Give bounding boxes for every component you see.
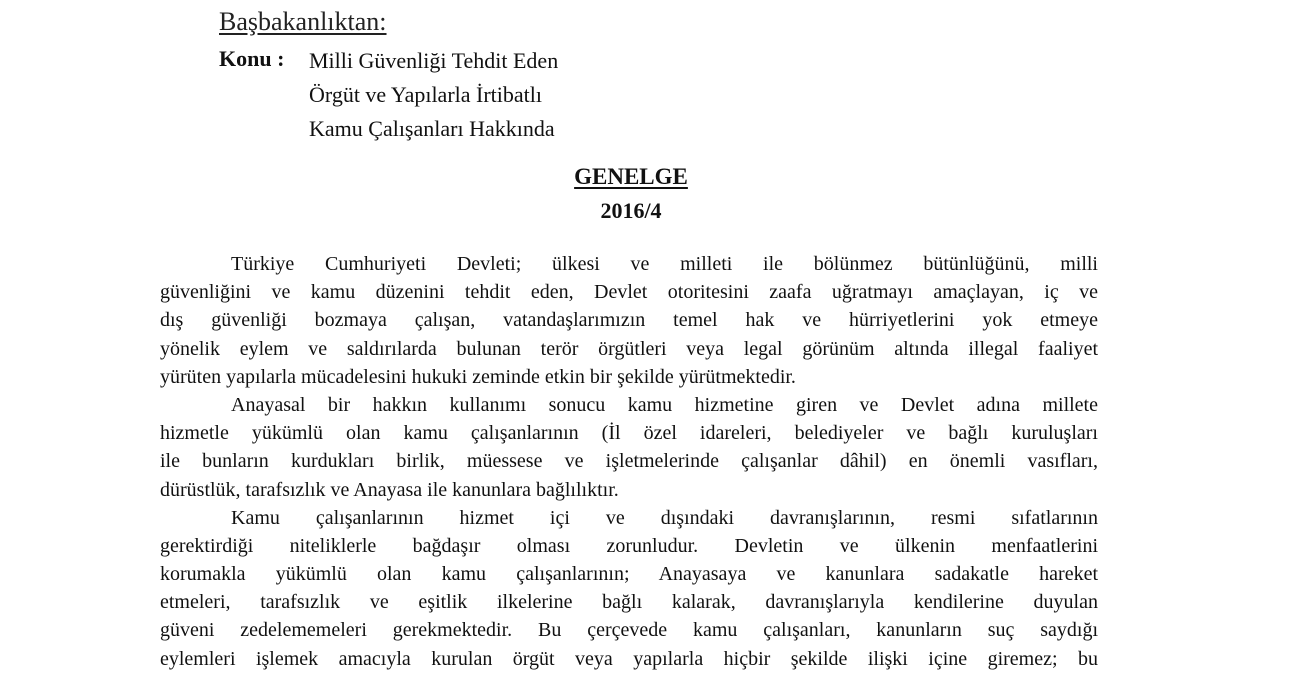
paragraph-line: etmeleri, tarafsızlık ve eşitlik ilkelerine bağlı kalarak, davranışlarıyla kendilerine duyulan xyxy=(160,591,1098,614)
paragraph-line: eylemleri işlemek amacıyla kurulan örgüt veya yapılarla hiçbir şekilde ilişki içine giremez; bu xyxy=(160,647,1098,670)
subject-line: Örgüt ve Yapılarla İrtibatlı xyxy=(309,82,542,107)
subject-line: Kamu Çalışanları Hakkında xyxy=(309,116,555,141)
paragraph-line: Kamu çalışanlarının hizmet içi ve dışındaki davranışlarının, resmi sıfatlarının xyxy=(231,506,1098,529)
sender-heading: Başbakanlıktan: xyxy=(219,7,387,36)
subject-text xyxy=(309,44,558,146)
paragraph-line: korumakla yükümlü olan kamu çalışanlarının; Anayasaya ve kanunlara sadakatle hareket xyxy=(160,563,1098,586)
paragraph-line: dış güvenliği bozmaya çalışan, vatandaşlarımızın temel hak ve hürriyetlerini yok etmeye xyxy=(160,309,1098,332)
paragraph-line: yürüten yapılarla mücadelesini hukuki zeminde etkin bir şekilde yürütmektedir. xyxy=(160,365,796,388)
paragraph-line: gerektirdiği niteliklerle bağdaşır olması zorunludur. Devletin ve ülkenin menfaatlerini xyxy=(160,534,1098,557)
document-number: 2016/4 xyxy=(600,198,662,223)
document-title: GENELGE xyxy=(574,164,688,189)
paragraph-line: yönelik eylem ve saldırılarda bulunan terör örgütleri veya legal görünüm altında illegal faaliyet xyxy=(160,337,1098,360)
paragraph-line: dürüstlük, tarafsızlık ve Anayasa ile kanunlara bağlılıktır. xyxy=(160,478,619,501)
paragraph-line: ile bunların kurdukları birlik, müessese ve işletmelerinde çalışanlar dâhil) en önemli vasıfları, xyxy=(160,450,1098,473)
body-text xyxy=(160,250,1098,673)
subject-line: Milli Güvenliği Tehdit Eden xyxy=(309,48,559,73)
paragraph-line: Türkiye Cumhuriyeti Devleti; ülkesi ve milleti ile bölünmez bütünlüğünü, milli xyxy=(231,253,1098,275)
paragraph-line: Anayasal bir hakkın kullanımı sonucu kamu hizmetine giren ve Devlet adına millete xyxy=(231,393,1098,416)
paragraph-line: hizmetle yükümlü olan kamu çalışanlarının (İl özel idareleri, belediyeler ve bağlı kuruluşları xyxy=(160,422,1098,445)
paragraph-line: güveni zedelememeleri gerekmektedir. Bu çerçevede kamu çalışanları, kanunların suç saydığı xyxy=(160,619,1098,642)
subject-label: Konu : xyxy=(219,46,285,71)
paragraph-line: güvenliğini ve kamu düzenini tehdit eden, Devlet otoritesini zaafa uğratmayı amaçlayan, iç ve xyxy=(160,281,1098,304)
